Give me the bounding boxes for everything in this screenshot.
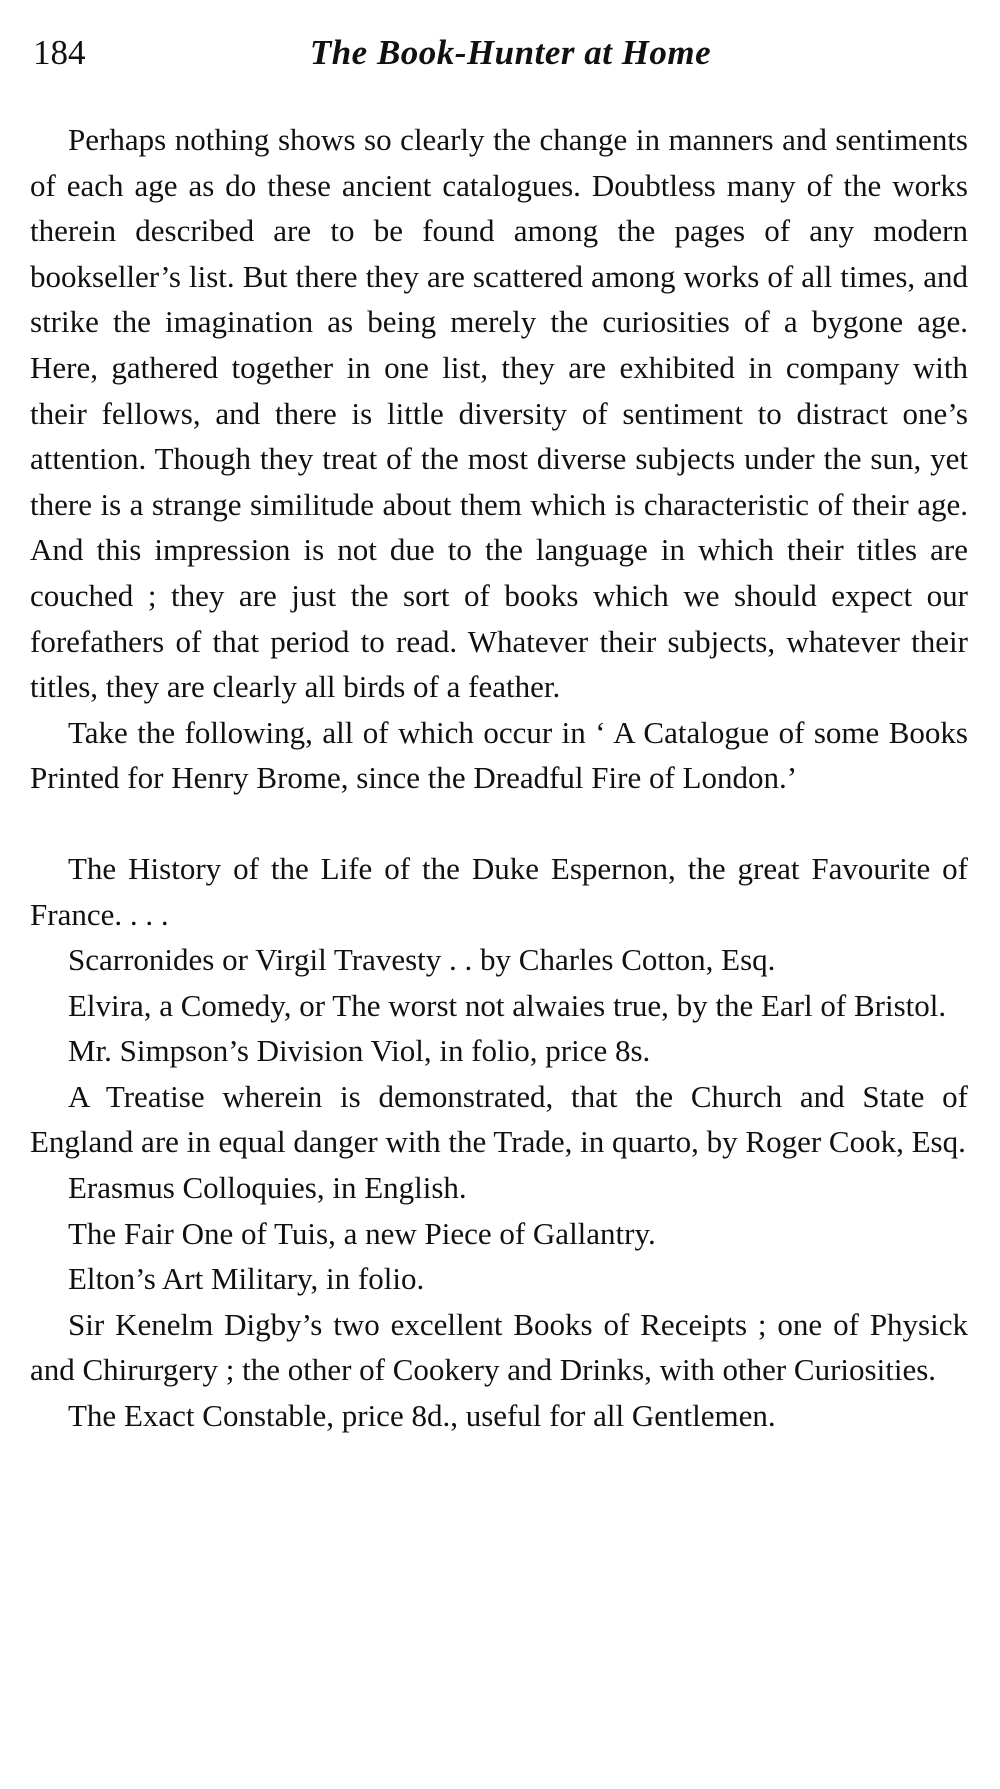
catalogue-entry: Scarronides or Virgil Travesty . . by Charles Cotton, Esq. (68, 942, 776, 978)
catalogue-list (30, 846, 968, 1439)
body-text (30, 117, 968, 1439)
catalogue-entry: The Exact Constable, price 8d., useful for all Gentlemen. (68, 1398, 776, 1434)
catalogue-entry: The History of the Life of the Duke Espernon, the great Favourite of France. . . . (30, 850, 968, 932)
paragraph-catalogues: Perhaps nothing shows so clearly the change in manners and sentiments of each age as do these ancient catalogues. Doubtless many of the works therein described are to be found among the pages of any modern bookseller’s list. But there they are scattered among works of all times, and strike the imagination as being merely the curiosities of a bygone age. Here, gathered together in one list, they are exhibited in company with their fellows, and there is little diversity of sentiment to distract one’s attention. Though they treat of the most diverse subjects under the sun, yet there is a strange similitude about them which is characteristic of their age. And this impression is not due to the language in which their titles are couched ; they are just the sort of books which we should expect our forefathers of that period to read. Whatever their subjects, whatever their titles, they are clearly all birds of a feather. (30, 122, 968, 705)
catalogue-entry: Elton’s Art Military, in folio. (68, 1261, 425, 1297)
catalogue-entry: Mr. Simpson’s Division Viol, in folio, price 8s. (68, 1033, 651, 1069)
catalogue-entry: The Fair One of Tuis, a new Piece of Gallantry. (68, 1215, 656, 1251)
catalogue-entry: Erasmus Colloquies, in English. (68, 1170, 467, 1206)
page-header (33, 28, 968, 78)
catalogue-entry: Sir Kenelm Digby’s two excellent Books of Receipts ; one of Physick and Chirurgery ; the other of Cookery and Drinks, with other Curiosities. (30, 1306, 968, 1388)
running-title: The Book-Hunter at Home (309, 33, 712, 72)
page-number: 184 (33, 33, 86, 72)
catalogue-entry: A Treatise wherein is demonstrated, that the Church and State of England are in equal danger with the Trade, in quarto, by Roger Cook, Esq. (30, 1078, 968, 1160)
catalogue-entry: Elvira, a Comedy, or The worst not alwaies true, by the Earl of Bristol. (68, 987, 947, 1023)
paragraph-brome-intro: Take the following, all of which occur in ‘ A Catalogue of some Books Printed for Henry Brome, since the Dreadful Fire of London.’ (30, 714, 968, 796)
